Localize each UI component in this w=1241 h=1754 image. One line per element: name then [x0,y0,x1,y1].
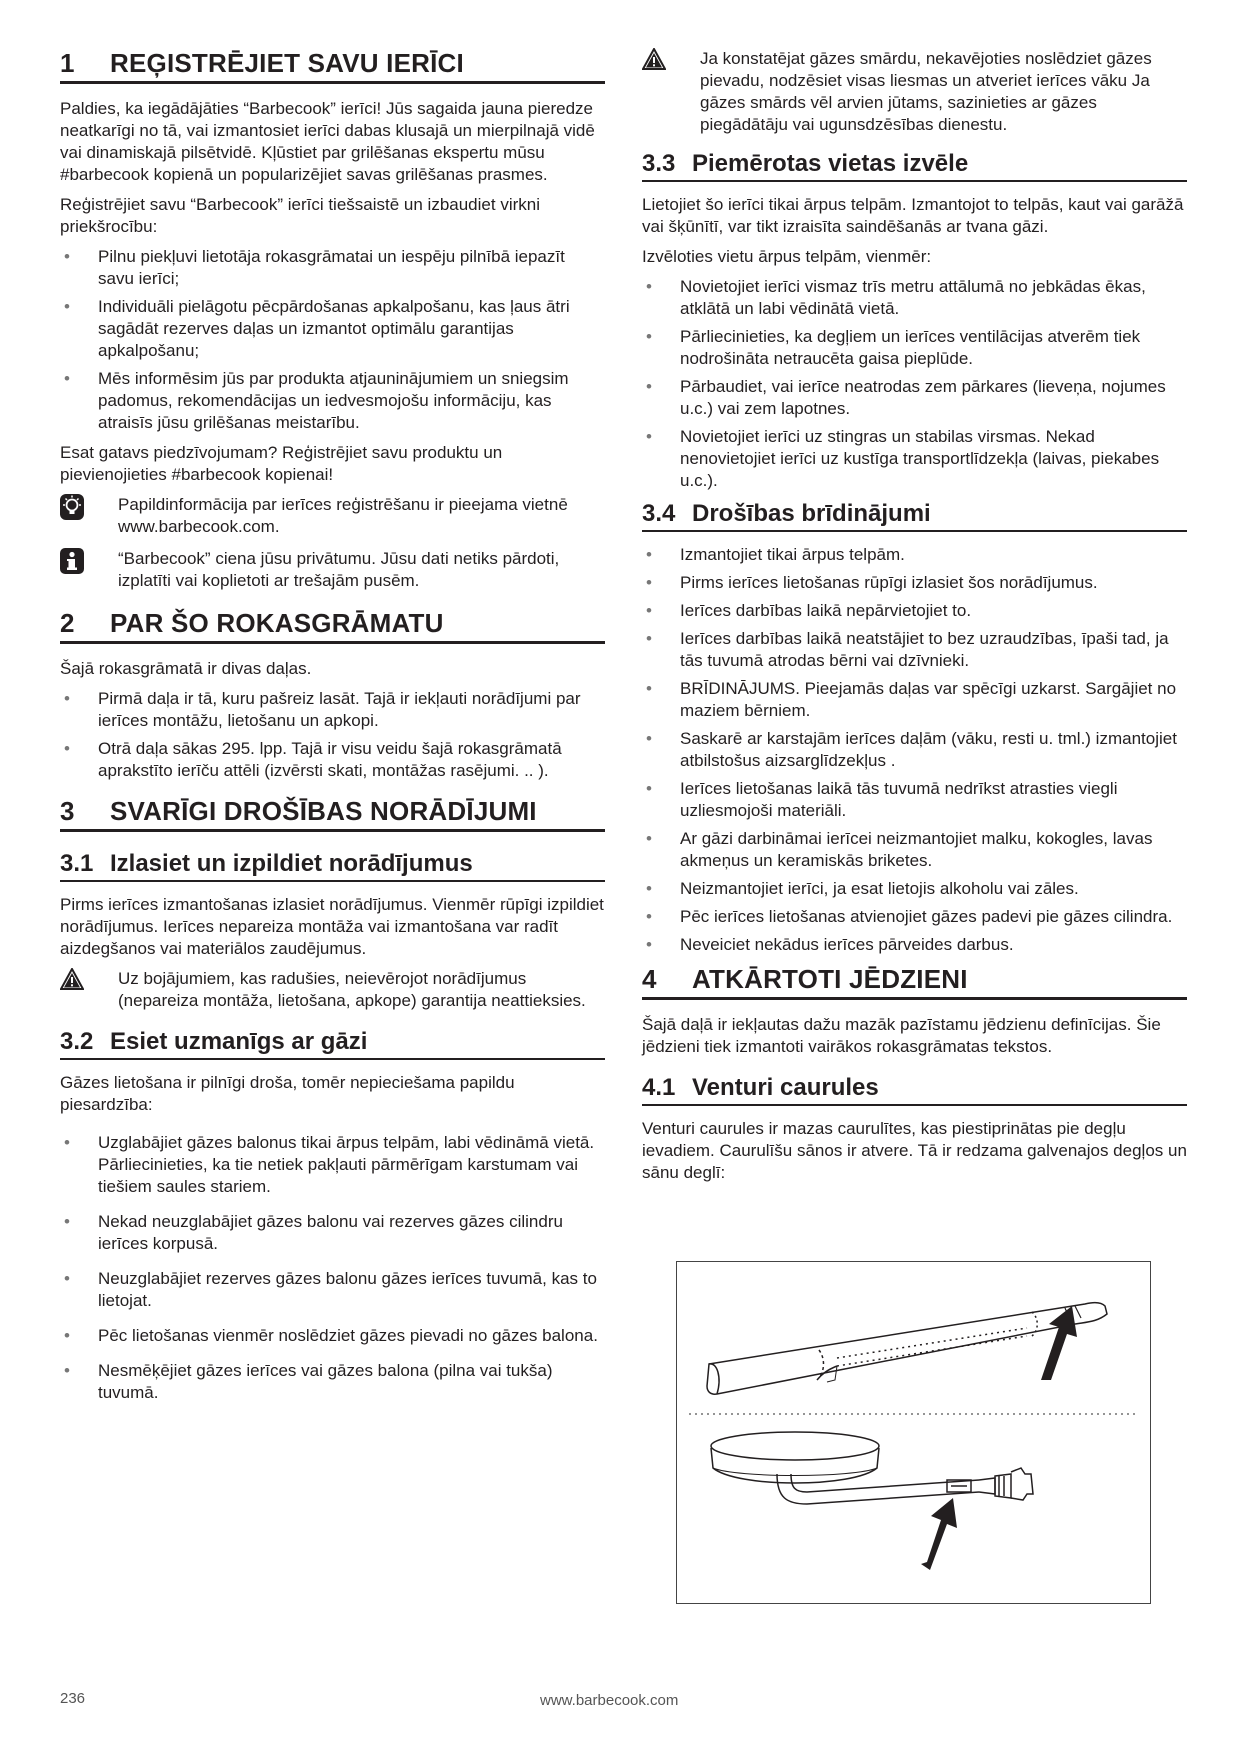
paragraph: Paldies, ka iegādājāties “Barbecook” ierīci! Jūs sagaida jauna pieredze neatkarīgi no tā, vai izmantosiet ierīci dabas klusajā un mierpilnajā vidē vai dinamiskajā pilsētvidē. Kļūstiet par grilēšanas ekspertu mūsu #barbecook kopienā un popularizējiet savas grilēšanas prasmes. [60,99,595,184]
list-item: • Novietojiet ierīci vismaz trīs metru attālumā no jebkādas ēkas, atklātā un labi vēdinātā vietā. [642,276,1187,320]
list-item: • Ar gāzi darbināmai ierīcei neizmantojiet malku, kokogles, lavas akmeņus un keramiskās briketes. [642,828,1187,872]
arrow-icon [921,1498,957,1570]
info-icon [60,548,118,592]
list-item: • Nekad neuzglabājiet gāzes balonu vai rezerves gāzes cilindru ierīces korpusā. [60,1211,605,1255]
info-text: “Barbecook” ciena jūsu privātumu. Jūsu dati netiks pārdoti, izplatīti vai koplietoti ar trešajām pusēm. [118,549,560,590]
arrow-icon [1041,1306,1077,1380]
list-item: • Uzglabājiet gāzes balonus tikai ārpus telpām, labi vēdināmā vietā. Pārliecinieties, ka tie netiek pakļauti pārmērīgam karstumam vai tiešiem saules stariem. [60,1132,605,1198]
warning-icon [60,968,118,1012]
warning-text: Uz bojājumiem, kas radušies, neievērojot norādījumus (nepareiza montāža, lietošana, apkope) garantija neattieksies. [118,969,586,1010]
paragraph: Pirms ierīces izmantošanas izlasiet norādījumus. Vienmēr rūpīgi izpildiet norādījumus. Ierīces nepareiza montāža vai izmantošana var radīt aizdegšanos vai materiālos zaudējumus. [60,895,604,958]
venturi-illustration [677,1262,1149,1602]
paragraph: Venturi caurules ir mazas caurulītes, kas piestiprinātas pie degļu ievadiem. Caurulīšu sānos ir atvere. Tā ir redzama galvenajos degļos un sānu deglī: [642,1119,1187,1182]
paragraph: Izvēloties vietu ārpus telpām, vienmēr: [642,247,932,266]
venturi-tube [707,1303,1107,1395]
burner-assembly [711,1432,1033,1504]
section-1-heading: 1 REĢISTRĒJIET SAVU IERĪCI [60,48,605,84]
list-item: • Izmantojiet tikai ārpus telpām. [642,544,1187,566]
paragraph: Esat gatavs piedzīvojumam? Reģistrējiet savu produktu un pievienojieties #barbecook kopienai! [60,443,503,484]
section-4-heading: 4 ATKĀRTOTI JĒDZIENI [642,964,1187,1000]
list-item: • Neveiciet nekādus ierīces pārveides darbus. [642,934,1187,956]
page-number: 236 [60,1690,86,1707]
gas-warning-note [642,48,1187,136]
lightbulb-icon [60,494,118,538]
section-3-heading: 3 SVARĪGI DROŠĪBAS NORĀDĪJUMI [60,796,605,832]
list-item: • Pārbaudiet, vai ierīce neatrodas zem pārkares (lieveņa, nojumes u.c.) vai zem lapotnes. [642,376,1187,420]
list-item: • Neizmantojiet ierīci, ja esat lietojis alkoholu vai zāles. [642,878,1187,900]
tip-text: Papildinformācija par ierīces reģistrēšanu ir pieejama vietnē www.barbecook.com. [118,495,568,536]
warning-note [60,968,605,1012]
list-item: • Mēs informēsim jūs par produkta atjauninājumiem un sniegsim padomus, rekomendācijas un iedvesmojošu informāciju, kas atraisīs jūsu grilēšanas meistarību. [60,368,605,434]
paragraph: Reģistrējiet savu “Barbecook” ierīci tiešsaistē un izbaudiet virkni priekšrocību: [60,195,540,236]
bullet-list [60,246,605,434]
section-3-2-heading: 3.2 Esiet uzmanīgs ar gāzi [60,1028,605,1060]
right-column [642,48,1187,1192]
info-note [60,548,605,592]
list-item: • Ierīces darbības laikā neatstājiet to bez uzraudzības, īpaši tad, ja tās tuvumā atrodas bērni vai dzīvnieki. [642,628,1187,672]
list-item: • Pirms ierīces lietošanas rūpīgi izlasiet šos norādījumus. [642,572,1187,594]
list-item: • Ierīces darbības laikā nepārvietojiet to. [642,600,1187,622]
list-item: • Pēc ierīces lietošanas atvienojiet gāzes padevi pie gāzes cilindra. [642,906,1187,928]
list-item: • Nesmēķējiet gāzes ierīces vai gāzes balona (pilna vai tukša) tuvumā. [60,1360,605,1404]
gas-warning-text: Ja konstatējat gāzes smārdu, nekavējoties noslēdziet gāzes pievadu, nodzēsiet visas liesmas un atveriet ierīces vāku Ja gāzes smārds vēl arvien jūtams, sazinieties ar gāzes piegādātāju vai ugunsdzēsības dienestu. [700,49,1152,134]
paragraph: Lietojiet šo ierīci tikai ārpus telpām. Izmantojot to telpās, kaut vai garāžā vai šķūnītī, var tikt izraisīta saindēšanās ar tvana gāzi. [642,195,1184,236]
list-item: • Neuzglabājiet rezerves gāzes balonu gāzes ierīces tuvumā, kas to lietojat. [60,1268,605,1312]
footer-url: www.barbecook.com [540,1692,679,1709]
section-3-4-heading: 3.4 Drošības brīdinājumi [642,500,1187,532]
list-item: • Saskarē ar karstajām ierīces daļām (vāku, resti u. tml.) izmantojiet atbilstošus aizsarglīdzekļus . [642,728,1187,772]
list-item: • Pēc lietošanas vienmēr noslēdziet gāzes pievadi no gāzes balona. [60,1325,605,1347]
section-3-3-heading: 3.3 Piemērotas vietas izvēle [642,150,1187,182]
section-3-1-heading: 3.1 Izlasiet un izpildiet norādījumus [60,850,605,882]
bullet-list [642,276,1187,492]
list-item: • Novietojiet ierīci uz stingras un stabilas virsmas. Nekad nenovietojiet ierīci uz kustīga transportlīdzekļa (laivas, piekabes u.c.). [642,426,1187,492]
bullet-list [60,1132,605,1404]
section-4-1-heading: 4.1 Venturi caurules [642,1074,1187,1106]
bullet-list [642,544,1187,956]
list-item: • Pārliecinieties, ka degļiem un ierīces ventilācijas atverēm tiek nodrošināta netraucēta gaisa pieplūde. [642,326,1187,370]
bullet-list [60,688,605,782]
list-item: • Ierīces lietošanas laikā tās tuvumā nedrīkst atrasties viegli uzliesmojoši materiāli. [642,778,1187,822]
paragraph: Šajā rokasgrāmatā ir divas daļas. [60,659,312,678]
tip-note [60,494,605,538]
left-column [60,48,605,1417]
list-item: • Pilnu piekļuvi lietotāja rokasgrāmatai un iespēju pilnībā iepazīt savu ierīci; [60,246,605,290]
paragraph: Gāzes lietošana ir pilnīgi droša, tomēr nepieciešama papildu piesardzība: [60,1073,515,1114]
paragraph: Šajā daļā ir iekļautas dažu mazāk pazīstamu jēdzienu definīcijas. Šie jēdzieni tiek izmantoti vairākos rokasgrāmatas tekstos. [642,1015,1161,1056]
list-item: • Otrā daļa sākas 295. lpp. Tajā ir visu veidu šajā rokasgrāmatā aprakstīto ierīču attēli (izvērsti skati, montāžas rasējumi. .. ). [60,738,605,782]
venturi-figure [676,1261,1151,1604]
list-item: • BRĪDINĀJUMS. Pieejamās daļas var spēcīgi uzkarst. Sargājiet no maziem bērniem. [642,678,1187,722]
section-2-heading: 2 PAR ŠO ROKASGRĀMATU [60,608,605,644]
list-item: • Individuāli pielāgotu pēcpārdošanas apkalpošanu, kas ļaus ātri sagādāt rezerves daļas un izmantot optimālu garantijas apkalpošanu; [60,296,605,362]
list-item: • Pirmā daļa ir tā, kuru pašreiz lasāt. Tajā ir iekļauti norādījumi par ierīces montāžu, lietošanu un apkopi. [60,688,605,732]
warning-icon [642,48,700,136]
